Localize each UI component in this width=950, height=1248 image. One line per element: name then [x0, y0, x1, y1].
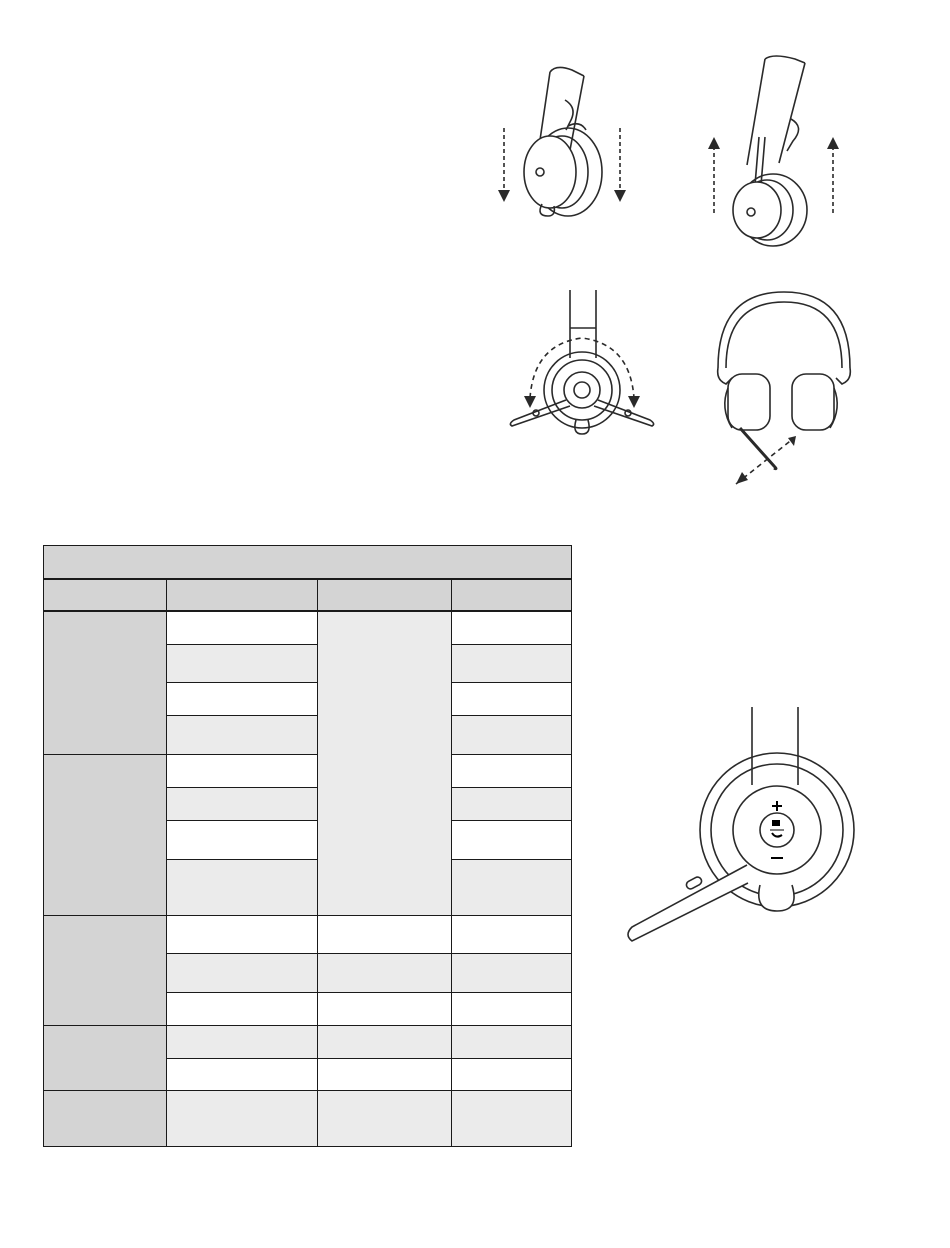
- table-cell: [318, 992, 452, 1025]
- table-cell: [167, 954, 318, 992]
- table-cell: [452, 954, 572, 992]
- table-cell: [167, 754, 318, 787]
- table-row: [44, 1025, 572, 1058]
- table-row: [44, 916, 572, 954]
- table-row: [44, 611, 572, 644]
- merged-cell: [318, 611, 452, 915]
- table-cell: [318, 954, 452, 992]
- column-header-3: [318, 579, 452, 611]
- table-cell: [452, 1091, 572, 1147]
- table-cell: [452, 644, 572, 682]
- table-cell: [452, 859, 572, 915]
- table-cell: [452, 1059, 572, 1091]
- table-cell: [167, 1025, 318, 1058]
- table-cell: [167, 683, 318, 716]
- table-cell: [452, 716, 572, 754]
- table-cell: [167, 1059, 318, 1091]
- table-cell: [318, 916, 452, 954]
- table-cell: [318, 1025, 452, 1058]
- table-cell: [167, 992, 318, 1025]
- table-cell: [452, 611, 572, 644]
- table-cell: [318, 1059, 452, 1091]
- controls-table: [43, 545, 572, 1147]
- table-cell: [452, 754, 572, 787]
- table-cell: [452, 916, 572, 954]
- table-row: [44, 754, 572, 787]
- table-cell: [167, 821, 318, 859]
- table-cell: [167, 716, 318, 754]
- table-cell: [452, 787, 572, 820]
- column-header-1: [44, 579, 167, 611]
- table-cell: [167, 859, 318, 915]
- table-title: [44, 546, 572, 579]
- table-cell: [167, 1091, 318, 1147]
- table-cell: [452, 992, 572, 1025]
- table-cell: [167, 787, 318, 820]
- table-cell: [318, 1091, 452, 1147]
- table-cell: [452, 821, 572, 859]
- column-header-2: [167, 579, 318, 611]
- illustration-rotate-mic: [500, 288, 665, 443]
- illustration-slide-down: [490, 60, 640, 230]
- table-cell: [452, 683, 572, 716]
- table-cell: [167, 644, 318, 682]
- category-cell: [44, 611, 167, 754]
- category-cell: [44, 754, 167, 915]
- illustration-slide-up: [695, 55, 855, 250]
- table-cell: [167, 611, 318, 644]
- category-cell: [44, 1025, 167, 1091]
- category-cell: [44, 1091, 167, 1147]
- illustration-earcup-controls: [622, 705, 862, 945]
- table-cell: [167, 916, 318, 954]
- column-header-4: [452, 579, 572, 611]
- table-cell: [452, 1025, 572, 1058]
- category-cell: [44, 916, 167, 1026]
- illustration-mic-distance: [712, 288, 857, 488]
- table-row: [44, 1091, 572, 1147]
